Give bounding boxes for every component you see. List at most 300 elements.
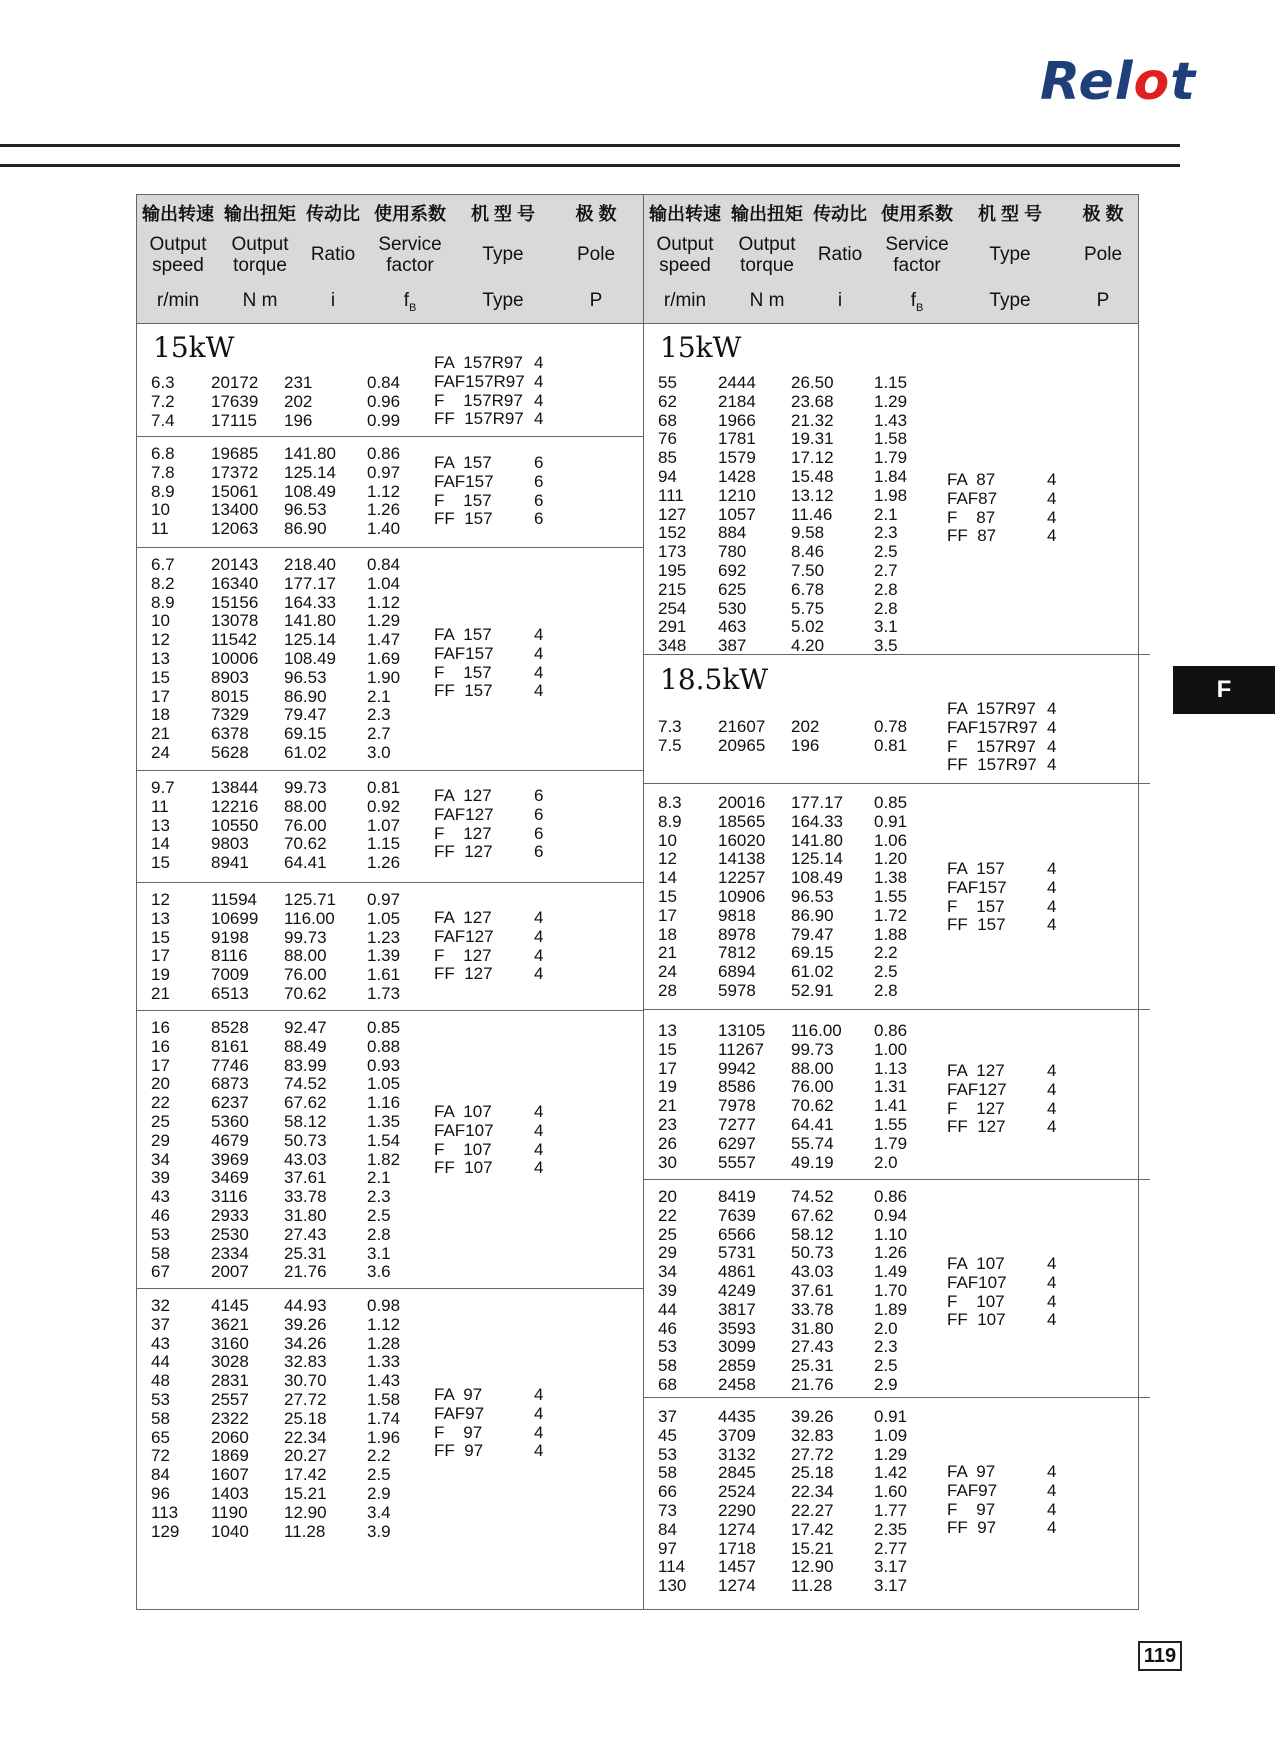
type-cell: F 157: [434, 662, 492, 682]
service-factor-cell: 1.39: [367, 946, 401, 966]
ratio-cell: 39.26: [791, 1407, 834, 1426]
left-block: [137, 1011, 643, 1289]
logo-text-a: Rel: [1040, 52, 1134, 112]
table-row: [644, 944, 974, 963]
ratio-cell: 88.00: [791, 1058, 834, 1078]
ratio-cell: 64.41: [791, 1114, 834, 1134]
speed-cell: 19: [151, 965, 170, 985]
type-row: [947, 1519, 1147, 1538]
ratio-cell: 27.43: [791, 1337, 834, 1357]
right-block: [644, 784, 1150, 1010]
ratio-cell: 79.47: [791, 924, 834, 944]
table-row: [137, 1504, 467, 1523]
type-cell: FAF87: [947, 488, 998, 508]
speed-cell: 13: [151, 908, 170, 928]
type-row: [434, 1405, 634, 1424]
service-factor-cell: 2.5: [874, 962, 898, 982]
header-sym-1: N m: [242, 290, 278, 311]
pole-cell: 4: [534, 662, 544, 682]
torque-cell: 8161: [211, 1036, 249, 1056]
speed-cell: 18: [658, 924, 677, 944]
torque-cell: 6894: [718, 962, 756, 982]
service-factor-cell: 1.49: [874, 1262, 908, 1282]
header-cn-0: 输出转速: [649, 204, 721, 224]
speed-cell: 17: [151, 1055, 170, 1075]
torque-cell: 2007: [211, 1262, 249, 1282]
torque-cell: 2859: [718, 1356, 756, 1376]
ratio-cell: 88.00: [284, 946, 327, 966]
ratio-cell: 17.42: [791, 1519, 834, 1539]
service-factor-cell: 3.1: [874, 617, 898, 637]
table-row: [137, 1245, 467, 1264]
torque-cell: 6237: [211, 1093, 249, 1113]
ratio-cell: 55.74: [791, 1133, 834, 1153]
ratio-cell: 58.12: [791, 1224, 834, 1244]
service-factor-cell: 1.82: [367, 1149, 401, 1169]
speed-cell: 25: [658, 1224, 677, 1244]
service-factor-cell: 2.2: [874, 943, 898, 963]
service-factor-cell: 1.74: [367, 1408, 401, 1428]
torque-cell: 2290: [718, 1500, 756, 1520]
type-row: [434, 373, 634, 392]
pole-cell: 4: [1047, 736, 1057, 756]
table-row: [137, 1188, 467, 1207]
ratio-cell: 74.52: [791, 1187, 834, 1206]
type-list: [947, 1255, 1147, 1330]
header-sym-4: Type: [989, 290, 1031, 311]
type-cell: FF 97: [434, 1441, 484, 1461]
brand-logo: [1040, 52, 1196, 112]
header-sym-3: $f_B$: [403, 290, 417, 314]
type-cell: F 107: [947, 1291, 1005, 1311]
speed-cell: 12: [151, 890, 170, 909]
table-row: [644, 1357, 974, 1376]
ratio-cell: 52.91: [791, 980, 834, 1000]
header-en-1: [726, 235, 808, 277]
table-row: [644, 813, 974, 832]
table-row: [644, 1097, 974, 1116]
speed-cell: 15: [658, 1039, 677, 1059]
pole-cell: 6: [534, 453, 544, 472]
pole-cell: 4: [534, 945, 544, 965]
ratio-cell: 69.15: [791, 943, 834, 963]
header-sym-2: i: [837, 290, 843, 311]
ratio-cell: 125.14: [284, 630, 336, 650]
ratio-cell: 22.34: [791, 1482, 834, 1502]
speed-cell: 11: [151, 519, 169, 539]
table-row: [644, 1116, 974, 1135]
data-rows: [137, 779, 467, 873]
service-factor-cell: 2.3: [367, 705, 391, 725]
torque-cell: 1579: [718, 448, 756, 468]
pole-cell: 4: [1047, 717, 1057, 737]
torque-cell: 1040: [211, 1521, 249, 1541]
table-row: [644, 1282, 974, 1301]
type-row: [947, 719, 1147, 738]
speed-cell: 130: [658, 1576, 687, 1596]
torque-cell: 3817: [718, 1299, 756, 1319]
service-factor-cell: 1.15: [874, 373, 908, 392]
torque-cell: 2557: [211, 1389, 249, 1409]
header-cn-1: 输出扭矩: [224, 204, 296, 224]
header-en-line: Pole: [1083, 244, 1123, 265]
torque-cell: 3099: [718, 1337, 756, 1357]
torque-cell: 1403: [211, 1483, 249, 1503]
service-factor-cell: 2.8: [874, 980, 898, 1000]
ratio-cell: 231: [284, 373, 313, 392]
ratio-cell: 8.46: [791, 542, 825, 562]
type-row: [434, 626, 634, 645]
ratio-cell: 17.42: [284, 1465, 327, 1485]
pole-cell: 4: [1047, 1061, 1057, 1080]
data-rows: [644, 1408, 974, 1596]
table-row: [137, 1226, 467, 1245]
ratio-cell: 31.80: [284, 1205, 327, 1225]
service-factor-cell: 0.84: [367, 373, 401, 392]
table-row: [644, 1338, 974, 1357]
service-factor-cell: 3.0: [367, 742, 391, 762]
header-en-line: Pole: [576, 244, 616, 265]
pole-cell: 4: [534, 625, 544, 644]
torque-cell: 5628: [211, 742, 249, 762]
type-row: [947, 1501, 1147, 1520]
service-factor-cell: 2.35: [874, 1519, 908, 1539]
ratio-cell: 74.52: [284, 1074, 327, 1094]
speed-cell: 19: [658, 1077, 677, 1097]
ratio-cell: 15.21: [284, 1483, 327, 1503]
ratio-cell: 9.58: [791, 523, 825, 543]
torque-cell: 1057: [718, 504, 756, 524]
torque-cell: 2458: [718, 1374, 756, 1394]
service-factor-cell: 1.31: [874, 1077, 908, 1097]
torque-cell: 2831: [211, 1371, 249, 1391]
table-row: [644, 1502, 974, 1521]
speed-cell: 215: [658, 579, 687, 599]
service-factor-cell: 0.81: [874, 735, 908, 755]
ratio-cell: 61.02: [791, 962, 834, 982]
torque-cell: 11267: [718, 1039, 765, 1059]
service-factor-cell: 1.79: [874, 1133, 908, 1153]
speed-cell: 6.8: [151, 444, 175, 463]
service-factor-cell: 1.05: [367, 1074, 401, 1094]
ratio-cell: 25.18: [284, 1408, 327, 1428]
type-cell: FF 157: [947, 915, 1006, 935]
table-row: [137, 445, 467, 464]
ratio-cell: 108.49: [791, 868, 843, 888]
speed-cell: 66: [658, 1482, 677, 1502]
pole-cell: 6: [534, 471, 544, 491]
pole-cell: 4: [1047, 1254, 1057, 1273]
service-factor-cell: 1.09: [874, 1425, 908, 1445]
table-row: [644, 1135, 974, 1154]
table-row: [644, 449, 974, 468]
ratio-cell: 141.80: [791, 830, 843, 850]
ratio-cell: 177.17: [284, 573, 336, 593]
type-cell: F 97: [947, 1499, 996, 1519]
table-row: [137, 520, 467, 539]
header-sym-5: P: [1096, 290, 1110, 311]
type-cell: F 157: [947, 896, 1005, 916]
speed-cell: 23: [658, 1114, 677, 1134]
ratio-cell: 79.47: [284, 705, 327, 725]
table-row: [137, 393, 467, 412]
table-row: [137, 1523, 467, 1542]
ratio-cell: 96.53: [284, 500, 327, 520]
header-en-2: [808, 245, 872, 266]
table-row: [644, 982, 974, 1001]
speed-cell: 10: [658, 830, 677, 850]
speed-cell: 46: [658, 1318, 677, 1338]
speed-cell: 173: [658, 542, 687, 562]
speed-cell: 8.9: [151, 592, 175, 612]
type-row: [947, 1118, 1147, 1137]
section-tab[interactable]: F: [1173, 666, 1275, 714]
type-cell: FA 87: [947, 470, 996, 489]
ratio-cell: 116.00: [284, 908, 335, 928]
header-cn-4: 机 型 号: [470, 204, 535, 224]
type-cell: F 127: [434, 945, 492, 965]
torque-cell: 1607: [211, 1465, 249, 1485]
type-cell: FA 127: [434, 786, 492, 805]
table-row: [137, 1113, 467, 1132]
type-row: [947, 916, 1147, 935]
table-row: [644, 926, 974, 945]
speed-cell: 17: [658, 905, 677, 925]
ratio-cell: 27.72: [791, 1444, 834, 1464]
data-rows: [137, 556, 467, 763]
pole-cell: 4: [1047, 1117, 1057, 1137]
torque-cell: 4249: [718, 1280, 756, 1300]
type-cell: F 127: [947, 1098, 1005, 1118]
table-row: [644, 1540, 974, 1559]
header-en-1: [219, 235, 301, 277]
service-factor-cell: 1.84: [874, 466, 908, 486]
service-factor-cell: 1.12: [367, 1314, 401, 1334]
speed-cell: 37: [151, 1314, 170, 1334]
type-cell: FAF97: [947, 1480, 998, 1500]
speed-cell: 10: [151, 611, 170, 631]
service-factor-cell: 1.26: [874, 1243, 908, 1263]
speed-cell: 254: [658, 598, 687, 618]
ratio-cell: 86.90: [284, 686, 327, 706]
service-factor-cell: 2.5: [874, 1356, 898, 1376]
table-row: [644, 869, 974, 888]
torque-cell: 780: [718, 542, 747, 562]
table-row: [644, 524, 974, 543]
ratio-cell: 12.90: [284, 1502, 327, 1522]
service-factor-cell: 0.91: [874, 1407, 908, 1426]
type-row: [434, 645, 634, 664]
header-en-line: Output: [231, 234, 289, 255]
table-row: [644, 1041, 974, 1060]
torque-cell: 9818: [718, 905, 756, 925]
ratio-cell: 202: [791, 717, 820, 736]
header-cn-3: 使用系数: [374, 204, 446, 224]
service-factor-cell: 0.86: [367, 444, 401, 463]
ratio-cell: 83.99: [284, 1055, 327, 1075]
torque-cell: 7812: [718, 943, 756, 963]
speed-cell: 68: [658, 410, 677, 430]
service-factor-cell: 1.12: [367, 592, 401, 612]
speed-cell: 44: [658, 1299, 677, 1319]
table-row: [137, 631, 467, 650]
speed-cell: 11: [151, 796, 169, 816]
ratio-cell: 64.41: [284, 853, 327, 873]
speed-cell: 58: [151, 1243, 170, 1263]
table-row: [644, 412, 974, 431]
ratio-cell: 67.62: [791, 1205, 834, 1225]
type-cell: FA 157R97: [434, 353, 523, 372]
service-factor-cell: 2.7: [367, 724, 391, 744]
speed-cell: 7.4: [151, 410, 175, 430]
service-factor-cell: 0.85: [874, 793, 908, 812]
type-row: [947, 1482, 1147, 1501]
header-cn-2: 传动比: [813, 204, 867, 224]
type-row: [434, 510, 634, 529]
service-factor-cell: 1.89: [874, 1299, 908, 1319]
torque-cell: 8116: [211, 946, 248, 966]
table-row: [644, 1408, 974, 1427]
speed-cell: 53: [658, 1444, 677, 1464]
type-row: [434, 354, 634, 373]
service-factor-cell: 2.8: [874, 579, 898, 599]
pole-cell: 4: [534, 643, 544, 663]
type-cell: FA 157: [947, 859, 1005, 878]
speed-cell: 84: [151, 1465, 170, 1485]
table-row: [137, 1466, 467, 1485]
header-en-line: torque: [233, 254, 287, 276]
table-row: [137, 688, 467, 707]
torque-cell: 8978: [718, 924, 756, 944]
left-block: [137, 548, 643, 771]
type-cell: FF 157: [434, 681, 493, 701]
service-factor-cell: 1.69: [367, 648, 401, 668]
ratio-cell: 141.80: [284, 611, 336, 631]
type-row: [947, 738, 1147, 757]
torque-cell: 11594: [211, 890, 258, 909]
speed-cell: 22: [658, 1205, 677, 1225]
header-en-line: Output: [738, 234, 796, 255]
service-factor-cell: 1.00: [874, 1039, 908, 1059]
type-row: [947, 509, 1147, 528]
pole-cell: 4: [1047, 488, 1057, 508]
service-factor-cell: 2.5: [874, 542, 898, 562]
table-row: [644, 1022, 974, 1041]
speed-cell: 9.7: [151, 778, 175, 797]
service-factor-cell: 0.81: [367, 778, 401, 797]
type-cell: F 157R97: [947, 736, 1036, 756]
torque-cell: 7978: [718, 1096, 756, 1116]
service-factor-cell: 1.54: [367, 1130, 401, 1150]
ratio-cell: 164.33: [284, 592, 336, 612]
ratio-cell: 11.46: [791, 504, 833, 524]
torque-cell: 8941: [211, 853, 249, 873]
ratio-cell: 108.49: [284, 648, 336, 668]
header-en-line: Output: [656, 234, 714, 255]
table-row: [644, 1226, 974, 1245]
ratio-cell: 19.31: [791, 429, 834, 449]
service-factor-cell: 1.23: [367, 927, 401, 947]
speed-cell: 14: [658, 868, 677, 888]
pole-cell: 4: [534, 353, 544, 372]
type-row: [434, 454, 634, 473]
torque-cell: 1274: [718, 1519, 756, 1539]
ratio-cell: 177.17: [791, 793, 843, 812]
table-row: [644, 737, 974, 756]
speed-cell: 65: [151, 1427, 170, 1447]
type-cell: FF 157: [434, 509, 493, 529]
pole-cell: 6: [534, 490, 544, 510]
type-cell: FA 97: [947, 1462, 996, 1481]
pole-cell: 4: [1047, 859, 1057, 878]
type-cell: FA 157: [434, 625, 492, 644]
service-factor-cell: 1.40: [367, 519, 401, 539]
table-row: [644, 581, 974, 600]
header-cn-2: 传动比: [306, 204, 360, 224]
torque-cell: 18565: [718, 811, 766, 831]
header-cn-5: 极 数: [1082, 204, 1124, 224]
type-row: [947, 1463, 1147, 1482]
ratio-cell: 76.00: [284, 965, 327, 985]
speed-cell: 16: [151, 1018, 170, 1037]
data-rows: [137, 891, 467, 1004]
header-cn-3: 使用系数: [881, 204, 953, 224]
header-sym-0: r/min: [156, 290, 200, 311]
service-factor-cell: 0.86: [874, 1021, 908, 1040]
torque-cell: 6873: [211, 1074, 249, 1094]
ratio-cell: 70.62: [791, 1096, 834, 1116]
service-factor-cell: 2.8: [367, 1224, 391, 1244]
table-row: [137, 1391, 467, 1410]
table-row: [644, 374, 974, 393]
table-row: [137, 817, 467, 836]
type-row: [434, 825, 634, 844]
table-row: [137, 464, 467, 483]
right-block: [644, 655, 1150, 784]
type-list: [947, 471, 1147, 546]
service-factor-cell: 2.0: [874, 1152, 898, 1172]
speed-cell: 111: [658, 485, 684, 505]
table-row: [137, 725, 467, 744]
table-row: [137, 1429, 467, 1448]
ratio-cell: 88.00: [284, 796, 327, 816]
speed-cell: 291: [658, 617, 687, 637]
type-row: [434, 928, 634, 947]
selection-table: [136, 194, 1139, 1610]
table-row: [644, 430, 974, 449]
pole-cell: 4: [534, 1102, 544, 1121]
torque-cell: 13078: [211, 611, 259, 631]
ratio-cell: 20.27: [284, 1446, 327, 1466]
ratio-cell: 5.02: [791, 617, 825, 637]
header-en-3: [365, 235, 455, 277]
service-factor-cell: 1.12: [367, 481, 401, 501]
table-row: [137, 594, 467, 613]
speed-cell: 8.9: [151, 481, 175, 501]
type-row: [947, 1274, 1147, 1293]
torque-cell: 13400: [211, 500, 259, 520]
speed-cell: 96: [151, 1483, 170, 1503]
type-cell: FAF157: [434, 643, 494, 663]
type-cell: FF 127: [947, 1117, 1006, 1137]
ratio-cell: 125.14: [284, 462, 336, 482]
service-factor-cell: 1.77: [874, 1500, 908, 1520]
data-rows: [137, 1297, 467, 1541]
service-factor-cell: 2.9: [874, 1374, 898, 1394]
service-factor-cell: 0.78: [874, 717, 908, 736]
service-factor-cell: 0.99: [367, 410, 401, 430]
table-row: [644, 1207, 974, 1226]
